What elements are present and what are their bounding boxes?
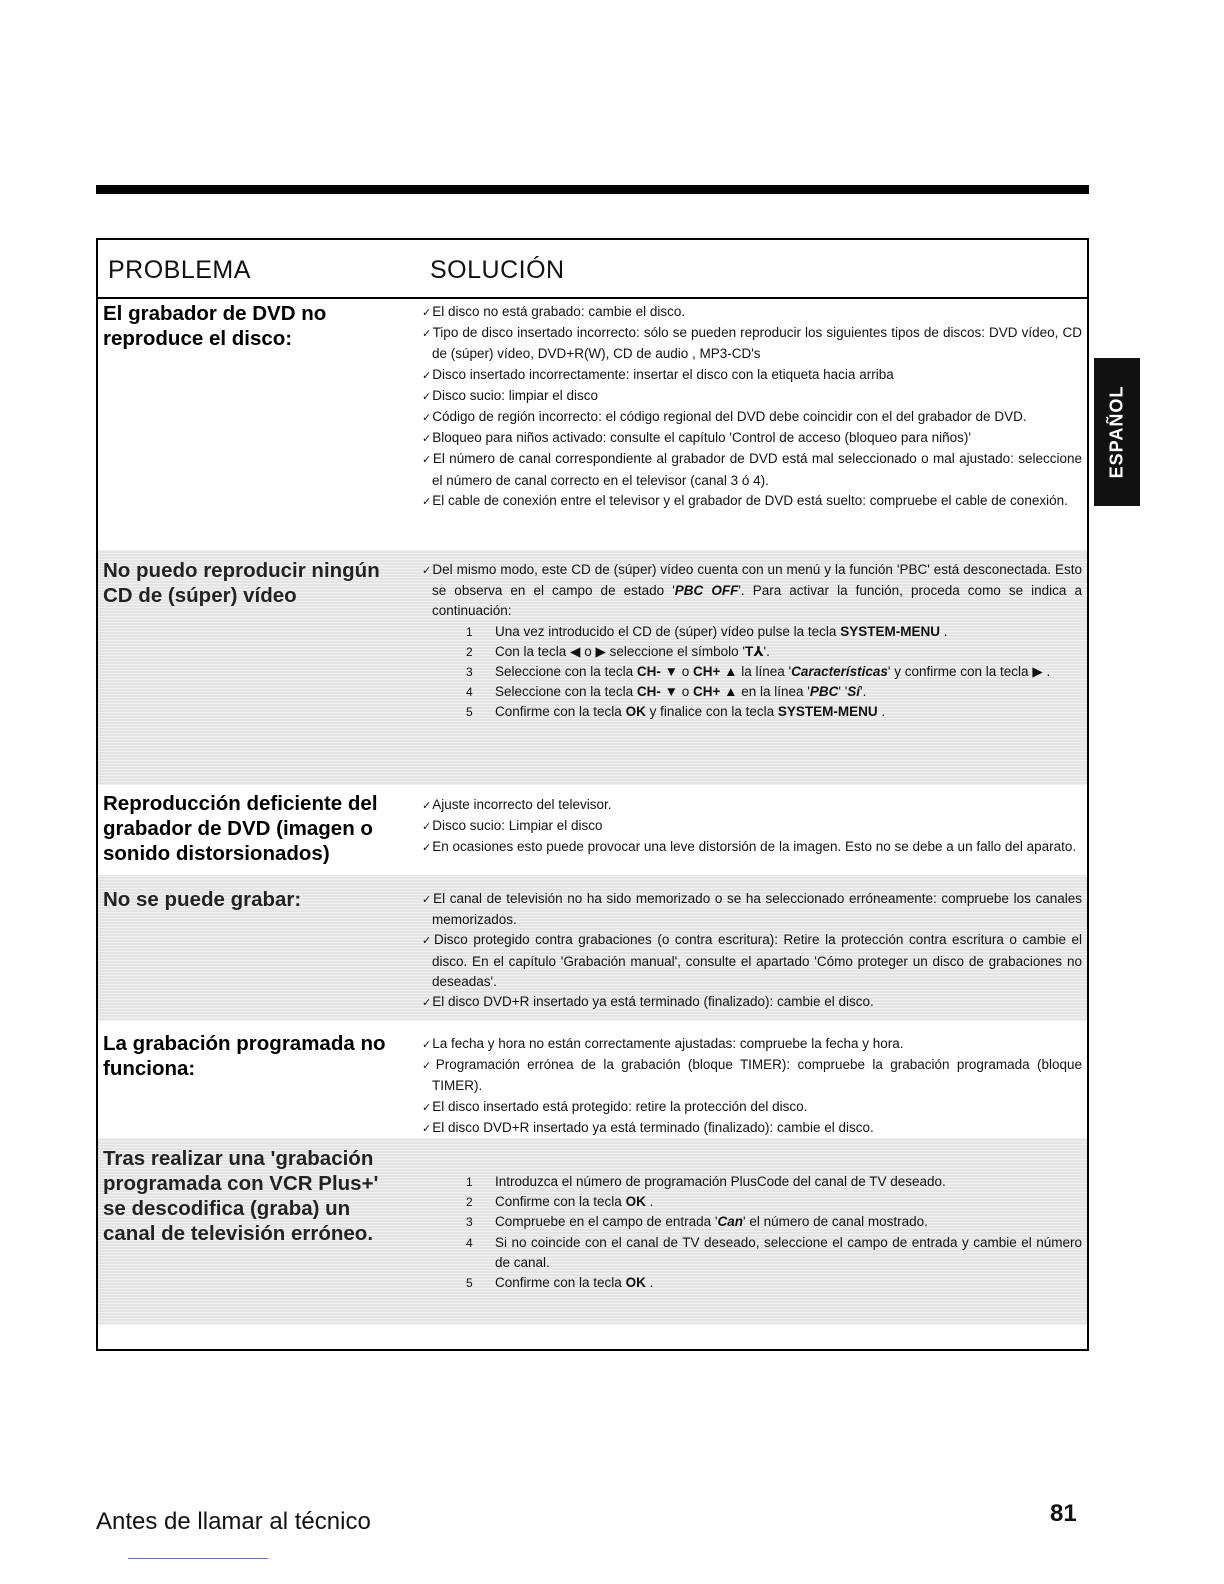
problem-text: La grabación programada no funciona:: [103, 1032, 386, 1080]
step-text: Confirme con la tecla: [495, 1275, 626, 1291]
solution-item: ✓ Disco protegido contra grabaciones (o contra escritura): Retire la protección contra escritura o cambie el disco. En el capítulo 'Grabación manual', consulte el apartado 'Cómo proteger un disco de grabaciones no deseadas'.: [422, 930, 1082, 992]
step: [422, 1192, 1082, 1212]
step: [422, 1172, 1082, 1192]
problem-column-header: PROBLEMA: [108, 256, 251, 284]
solution-item: ✓ Programación errónea de la grabación (bloque TIMER): compruebe la grabación programada (bloque TIMER).: [422, 1055, 1082, 1096]
step-text: o: [580, 643, 596, 659]
footer-section-title: Antes de llamar al técnico: [96, 1508, 371, 1535]
step-number: 3: [466, 665, 473, 680]
problem-text: Reproducción deficiente del grabador de DVD (imagen o sonido distorsionados): [103, 792, 378, 865]
table-row: [98, 1138, 1087, 1325]
solution-item: ✓ Disco sucio: limpiar el disco: [422, 386, 1082, 407]
right-arrow-icon: ▶: [595, 643, 606, 659]
solution-item: ✓ El disco DVD+R insertado ya está terminado (finalizado): cambie el disco.: [422, 1118, 1082, 1139]
step-text: en la línea ': [737, 684, 810, 700]
step-text: ' y confirme con la tecla: [887, 664, 1033, 680]
key-label: CH- ▼: [636, 664, 678, 680]
key-label: OK: [625, 1275, 646, 1291]
step-text: Con la tecla: [495, 643, 571, 659]
solution-item: ✓ El disco insertado está protegido: retire la protección del disco.: [422, 1097, 1082, 1118]
table-row: [98, 297, 1087, 550]
solution-list: [422, 795, 1082, 859]
step-text: Compruebe en el campo de entrada ': [495, 1214, 718, 1230]
step-text: Si no coincide con el canal de TV deseado, seleccione el campo de entrada y cambie el número de canal.: [495, 1234, 1082, 1270]
step-text: Una vez introducido el CD de (súper) vídeo pulse la tecla: [495, 623, 841, 639]
step-number: 5: [466, 1276, 473, 1291]
table-row: [98, 1021, 1087, 1138]
solution-list: [422, 560, 1082, 723]
step: [422, 682, 1082, 702]
table-row: [98, 785, 1087, 875]
intro-text: '. Para activar la función, proceda como se indica a continuación:: [432, 583, 1082, 619]
step-number: 4: [466, 1235, 473, 1250]
step-text: Seleccione con la tecla: [495, 664, 637, 680]
solution-list: [422, 889, 1082, 1013]
step-number: 1: [466, 1175, 473, 1189]
solution-item: ✓ Ajuste incorrecto del televisor.: [422, 795, 1082, 816]
step: [422, 1233, 1082, 1273]
step-text: la línea ': [737, 664, 792, 680]
key-label: CH+ ▲: [692, 684, 738, 700]
field-label: Can: [717, 1214, 743, 1230]
step-text: seleccione el símbolo ': [605, 643, 745, 659]
solution-item: ✓ Disco insertado incorrectamente: insertar el disco con la etiqueta hacia arriba: [422, 365, 1082, 386]
antenna-icon: T⅄: [745, 643, 764, 659]
step-text: o: [677, 684, 693, 700]
solution-item: ✓ Código de región incorrecto: el código regional del DVD debe coincidir con el del grabador de DVD.: [422, 407, 1082, 428]
step-text: ' ': [838, 684, 848, 700]
step: [422, 622, 1082, 642]
left-arrow-icon: ◀: [570, 643, 581, 659]
menu-value-label: Sí: [847, 684, 861, 700]
step-text: '.: [763, 643, 770, 659]
step-text: y finalice con la tecla: [645, 704, 778, 720]
problem-text: No se puede grabar:: [103, 888, 302, 911]
right-arrow-icon: ▶: [1032, 664, 1043, 680]
language-tab-label: ESPAÑOL: [1106, 385, 1127, 479]
step-text: Confirme con la tecla: [495, 704, 626, 720]
step-text: o: [677, 664, 693, 680]
problem-text: No puedo reproducir ningún CD de (súper) vídeo: [103, 559, 380, 607]
solution-item: ✓ El disco DVD+R insertado ya está terminado (finalizado): cambie el disco.: [422, 992, 1082, 1013]
solution-item: ✓ Tipo de disco insertado incorrecto: sólo se pueden reproducir los siguientes tipos de discos: DVD vídeo, CD de (súper) vídeo, DVD+R(W), CD de audio , MP3-CD's: [422, 323, 1082, 364]
page-number: 81: [1050, 1500, 1077, 1527]
step: [422, 1212, 1082, 1232]
solution-item: ✓ Bloqueo para niños activado: consulte el capítulo 'Control de acceso (bloqueo para niños)': [422, 428, 1082, 449]
step-number: 4: [466, 685, 473, 700]
solution-item: ✓ El número de canal correspondiente al grabador de DVD está mal seleccionado o mal ajustado: seleccione el número de canal correcto en el televisor (canal 3 ó 4).: [422, 449, 1082, 490]
problem-text: El grabador de DVD no reproduce el disco:: [103, 302, 327, 350]
solution-list: [422, 1172, 1082, 1293]
step-number: 5: [466, 705, 473, 720]
step-text: .: [1042, 664, 1051, 680]
solution-item: ✓ El disco no está grabado: cambie el disco.: [422, 302, 1082, 323]
step: [422, 702, 1082, 722]
solution-item: ✓ La fecha y hora no están correctamente ajustadas: compruebe la fecha y hora.: [422, 1034, 1082, 1055]
step-text: Introduzca el número de programación PlusCode del canal de TV deseado.: [495, 1174, 946, 1189]
key-label: CH+ ▲: [692, 664, 738, 680]
intro-text: Del mismo modo, este CD de (súper) vídeo cuenta con un menú y la función 'PBC' está desconectada. Esto se observa en el campo de estado ': [432, 562, 1082, 599]
step-text: .: [877, 704, 886, 720]
solution-column-header: SOLUCIÓN: [430, 256, 565, 284]
step-number: 1: [466, 624, 473, 639]
table-row: [98, 550, 1087, 785]
solution-item: ✓ En ocasiones esto puede provocar una leve distorsión de la imagen. Esto no se debe a un fallo del aparato.: [422, 837, 1082, 858]
step-text: .: [645, 1194, 654, 1210]
solution-list: [422, 1034, 1082, 1139]
key-label: CH- ▼: [636, 684, 678, 700]
solution-intro: [422, 560, 1082, 622]
menu-line-label: Características: [791, 664, 888, 680]
step-text: Seleccione con la tecla: [495, 684, 637, 700]
table-header: [98, 240, 1087, 299]
solution-list: [422, 302, 1082, 512]
menu-line-label: PBC: [809, 684, 839, 700]
step: [422, 662, 1082, 682]
solution-item: ✓ Disco sucio: Limpiar el disco: [422, 816, 1082, 837]
language-side-tab: [1094, 358, 1140, 506]
key-label: SYSTEM-MENU: [840, 623, 940, 639]
key-label: OK: [625, 1194, 646, 1210]
problem-text: Tras realizar una 'grabación programada con VCR Plus+' se descodifica (graba) un canal de televisión erróneo.: [103, 1147, 379, 1245]
step-text: .: [645, 1275, 654, 1291]
key-label: OK: [625, 704, 646, 720]
troubleshooting-table: [96, 238, 1089, 1351]
top-rule: [96, 185, 1089, 194]
status-key: PBC OFF: [674, 583, 739, 599]
table-row: [98, 875, 1087, 1021]
footer-line: [128, 1558, 268, 1559]
solution-item: ✓ El canal de televisión no ha sido memorizado o se ha seleccionado erróneamente: compruebe los canales memorizados.: [422, 889, 1082, 930]
step-text: ' el número de canal mostrado.: [742, 1214, 928, 1230]
step-number: 3: [466, 1215, 473, 1230]
step: [422, 642, 1082, 662]
solution-item: ✓ El cable de conexión entre el televisor y el grabador de DVD está suelto: compruebe el cable de conexión.: [422, 491, 1082, 512]
step-text: Confirme con la tecla: [495, 1194, 626, 1210]
step-number: 2: [466, 644, 473, 659]
step-text: '.: [860, 684, 867, 700]
key-label: SYSTEM-MENU: [777, 704, 878, 720]
step: [422, 1273, 1082, 1293]
step-number: 2: [466, 1195, 473, 1210]
step-text: .: [939, 623, 948, 639]
